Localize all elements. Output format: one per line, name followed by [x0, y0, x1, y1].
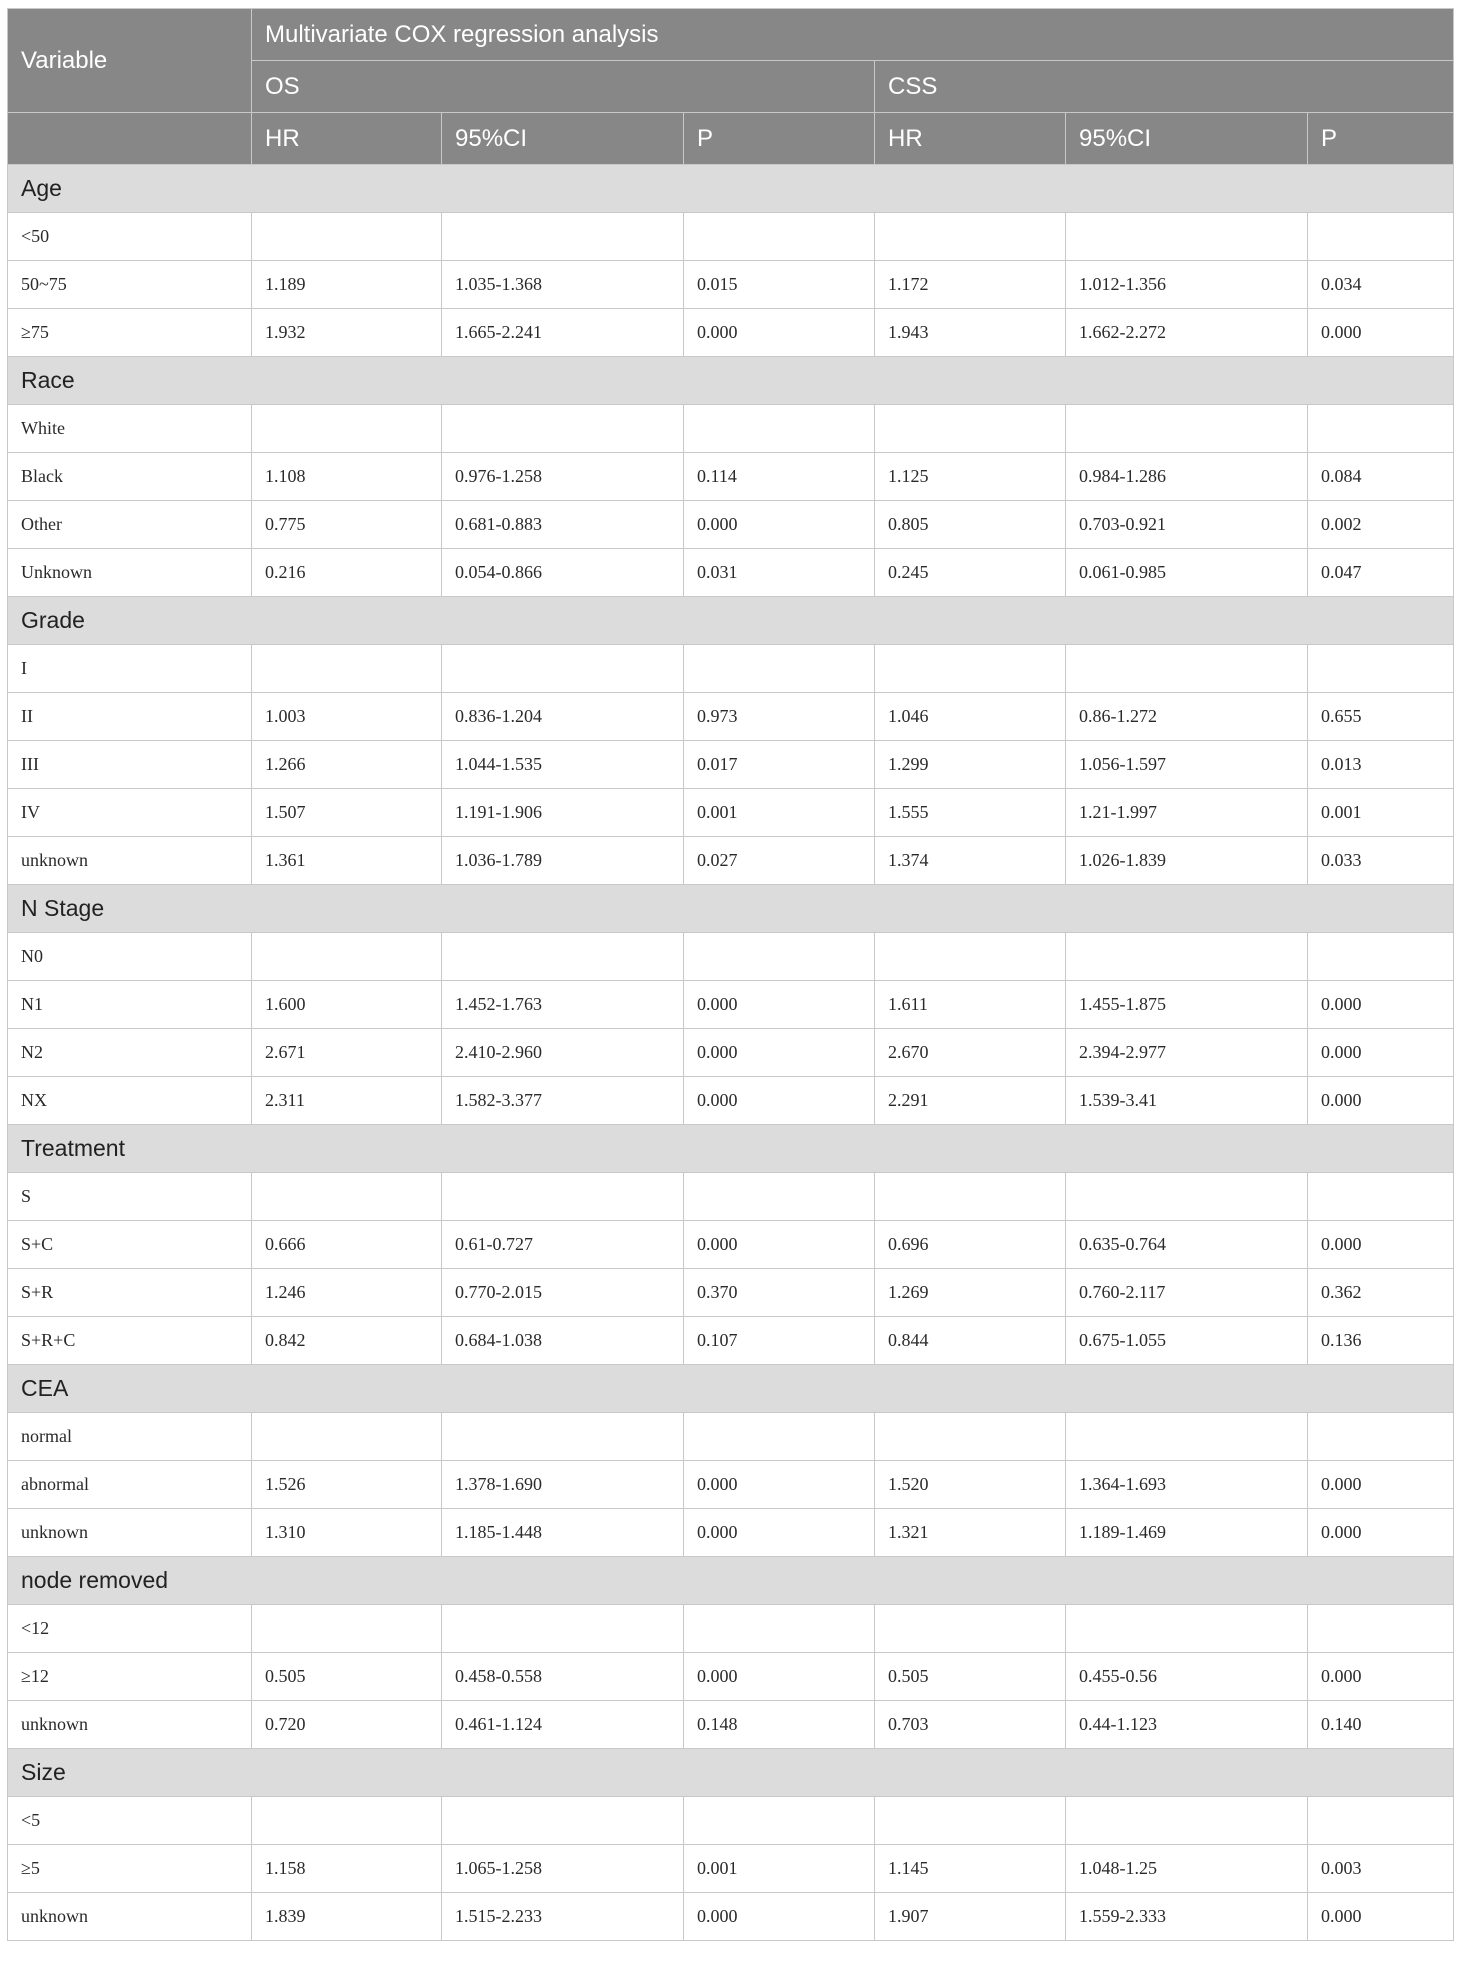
- css-ci-cell: 1.559-2.333: [1066, 1893, 1308, 1941]
- variable-level-cell: I: [8, 645, 252, 693]
- variable-column-header: Variable: [8, 9, 252, 113]
- css-ci-cell: [1066, 1797, 1308, 1845]
- table-row: [8, 1797, 1454, 1845]
- css-ci-cell: 0.44-1.123: [1066, 1701, 1308, 1749]
- css-hr-cell: 0.805: [875, 501, 1066, 549]
- css-ci-cell: 0.675-1.055: [1066, 1317, 1308, 1365]
- css-hr-cell: 1.374: [875, 837, 1066, 885]
- css-p-cell: 0.002: [1308, 501, 1454, 549]
- css-p-cell: 0.000: [1308, 1509, 1454, 1557]
- css-hr-cell: 1.172: [875, 261, 1066, 309]
- os-p-cell: 0.000: [684, 1509, 875, 1557]
- group-label: Age: [8, 165, 1454, 213]
- table-header: [8, 9, 1454, 165]
- os-hr-cell: 0.720: [252, 1701, 442, 1749]
- os-ci-cell: 1.035-1.368: [442, 261, 684, 309]
- css-ci-cell: [1066, 1173, 1308, 1221]
- css-p-cell: 0.000: [1308, 1893, 1454, 1941]
- os-ci-cell: 1.185-1.448: [442, 1509, 684, 1557]
- css-p-cell: [1308, 1173, 1454, 1221]
- table-row: [8, 261, 1454, 309]
- css-hr-cell: 1.611: [875, 981, 1066, 1029]
- os-ci-cell: 1.065-1.258: [442, 1845, 684, 1893]
- table-row: [8, 1509, 1454, 1557]
- os-hr-cell: [252, 933, 442, 981]
- os-p-cell: 0.017: [684, 741, 875, 789]
- os-ci-cell: [442, 645, 684, 693]
- variable-level-cell: unknown: [8, 837, 252, 885]
- variable-level-cell: <12: [8, 1605, 252, 1653]
- os-p-cell: [684, 405, 875, 453]
- variable-level-cell: 50~75: [8, 261, 252, 309]
- os-ci-cell: 0.681-0.883: [442, 501, 684, 549]
- css-hr-cell: 1.555: [875, 789, 1066, 837]
- variable-level-cell: S+R+C: [8, 1317, 252, 1365]
- variable-level-cell: unknown: [8, 1893, 252, 1941]
- variable-level-cell: S+R: [8, 1269, 252, 1317]
- css-ci-cell: 1.048-1.25: [1066, 1845, 1308, 1893]
- variable-level-cell: IV: [8, 789, 252, 837]
- group-header-row: [8, 1557, 1454, 1605]
- table-row: [8, 309, 1454, 357]
- variable-level-cell: N1: [8, 981, 252, 1029]
- variable-level-cell: S: [8, 1173, 252, 1221]
- css-hr-cell: [875, 1605, 1066, 1653]
- os-p-cell: 0.114: [684, 453, 875, 501]
- css-p-cell: 0.013: [1308, 741, 1454, 789]
- variable-level-cell: ≥75: [8, 309, 252, 357]
- os-p-cell: 0.001: [684, 1845, 875, 1893]
- css-p-cell: [1308, 1605, 1454, 1653]
- os-hr-cell: 1.246: [252, 1269, 442, 1317]
- os-p-cell: [684, 1605, 875, 1653]
- css-p-cell: 0.000: [1308, 1461, 1454, 1509]
- os-ci-cell: 1.044-1.535: [442, 741, 684, 789]
- os-hr-cell: 0.505: [252, 1653, 442, 1701]
- variable-level-cell: unknown: [8, 1509, 252, 1557]
- os-ci-cell: 1.515-2.233: [442, 1893, 684, 1941]
- css-ci-cell: 0.86-1.272: [1066, 693, 1308, 741]
- css-hr-cell: [875, 1173, 1066, 1221]
- variable-level-cell: <50: [8, 213, 252, 261]
- os-hr-cell: [252, 1797, 442, 1845]
- os-hr-cell: 1.932: [252, 309, 442, 357]
- os-ci-cell: 1.191-1.906: [442, 789, 684, 837]
- os-p-cell: 0.370: [684, 1269, 875, 1317]
- css-ci-cell: [1066, 1605, 1308, 1653]
- group-label: Treatment: [8, 1125, 1454, 1173]
- css-hr-cell: [875, 1797, 1066, 1845]
- os-p-cell: 0.000: [684, 501, 875, 549]
- os-p-header: P: [684, 113, 875, 165]
- table-row: [8, 1461, 1454, 1509]
- os-ci-cell: [442, 933, 684, 981]
- css-hr-cell: 2.291: [875, 1077, 1066, 1125]
- os-ci-cell: 1.582-3.377: [442, 1077, 684, 1125]
- css-p-cell: 0.047: [1308, 549, 1454, 597]
- os-p-cell: [684, 1413, 875, 1461]
- css-hr-cell: 1.299: [875, 741, 1066, 789]
- os-ci-cell: 0.836-1.204: [442, 693, 684, 741]
- css-hr-cell: 0.844: [875, 1317, 1066, 1365]
- os-ci-cell: 0.684-1.038: [442, 1317, 684, 1365]
- os-ci-cell: 1.452-1.763: [442, 981, 684, 1029]
- os-hr-cell: 1.189: [252, 261, 442, 309]
- variable-level-cell: II: [8, 693, 252, 741]
- variable-level-cell: ≥5: [8, 1845, 252, 1893]
- css-p-cell: 0.140: [1308, 1701, 1454, 1749]
- css-p-cell: 0.136: [1308, 1317, 1454, 1365]
- css-hr-cell: [875, 405, 1066, 453]
- css-p-cell: 0.000: [1308, 1077, 1454, 1125]
- css-hr-cell: 0.696: [875, 1221, 1066, 1269]
- css-ci-cell: 1.21-1.997: [1066, 789, 1308, 837]
- css-hr-cell: 1.125: [875, 453, 1066, 501]
- css-p-cell: 0.000: [1308, 1029, 1454, 1077]
- variable-level-cell: Other: [8, 501, 252, 549]
- css-ci-cell: [1066, 213, 1308, 261]
- os-ci-cell: 1.665-2.241: [442, 309, 684, 357]
- os-ci-cell: 0.458-0.558: [442, 1653, 684, 1701]
- css-ci-cell: [1066, 645, 1308, 693]
- table-row: [8, 789, 1454, 837]
- table-row: [8, 981, 1454, 1029]
- css-ci-cell: 1.364-1.693: [1066, 1461, 1308, 1509]
- os-p-cell: 0.000: [684, 1653, 875, 1701]
- table-row: [8, 1653, 1454, 1701]
- css-ci-cell: 1.012-1.356: [1066, 261, 1308, 309]
- table-row: [8, 645, 1454, 693]
- css-hr-cell: 1.321: [875, 1509, 1066, 1557]
- css-p-cell: 0.000: [1308, 1653, 1454, 1701]
- os-hr-header: HR: [252, 113, 442, 165]
- css-p-cell: [1308, 1797, 1454, 1845]
- os-hr-cell: [252, 1173, 442, 1221]
- css-p-cell: 0.000: [1308, 309, 1454, 357]
- table-row: [8, 549, 1454, 597]
- css-p-cell: 0.362: [1308, 1269, 1454, 1317]
- table-row: [8, 1605, 1454, 1653]
- variable-level-cell: <5: [8, 1797, 252, 1845]
- table-row: [8, 1173, 1454, 1221]
- table-row: [8, 741, 1454, 789]
- group-header-row: [8, 357, 1454, 405]
- os-ci-header: 95%CI: [442, 113, 684, 165]
- css-p-cell: [1308, 213, 1454, 261]
- css-hr-cell: 1.046: [875, 693, 1066, 741]
- css-ci-cell: 1.189-1.469: [1066, 1509, 1308, 1557]
- os-hr-cell: [252, 213, 442, 261]
- os-hr-cell: 1.600: [252, 981, 442, 1029]
- css-p-cell: [1308, 933, 1454, 981]
- group-label: node removed: [8, 1557, 1454, 1605]
- table-row: [8, 1893, 1454, 1941]
- table-row: [8, 1701, 1454, 1749]
- os-ci-cell: 0.054-0.866: [442, 549, 684, 597]
- group-label: N Stage: [8, 885, 1454, 933]
- os-ci-cell: 1.378-1.690: [442, 1461, 684, 1509]
- css-p-cell: [1308, 645, 1454, 693]
- os-hr-cell: 1.310: [252, 1509, 442, 1557]
- css-hr-cell: 1.145: [875, 1845, 1066, 1893]
- css-p-cell: 0.000: [1308, 981, 1454, 1029]
- group-header-row: [8, 1749, 1454, 1797]
- os-hr-cell: [252, 1413, 442, 1461]
- css-p-header: P: [1308, 113, 1454, 165]
- variable-level-cell: III: [8, 741, 252, 789]
- os-p-cell: 0.000: [684, 1029, 875, 1077]
- os-p-cell: 0.148: [684, 1701, 875, 1749]
- os-hr-cell: 2.671: [252, 1029, 442, 1077]
- os-ci-cell: 0.61-0.727: [442, 1221, 684, 1269]
- os-hr-cell: 1.361: [252, 837, 442, 885]
- css-ci-cell: 0.984-1.286: [1066, 453, 1308, 501]
- os-ci-cell: 1.036-1.789: [442, 837, 684, 885]
- css-p-cell: 0.034: [1308, 261, 1454, 309]
- os-hr-cell: 1.526: [252, 1461, 442, 1509]
- table-row: [8, 1029, 1454, 1077]
- os-hr-cell: 0.842: [252, 1317, 442, 1365]
- variable-level-cell: NX: [8, 1077, 252, 1125]
- css-ci-cell: 0.455-0.56: [1066, 1653, 1308, 1701]
- css-ci-cell: 1.455-1.875: [1066, 981, 1308, 1029]
- css-hr-cell: 0.703: [875, 1701, 1066, 1749]
- os-ci-cell: [442, 1173, 684, 1221]
- css-ci-cell: 1.539-3.41: [1066, 1077, 1308, 1125]
- table-row: [8, 405, 1454, 453]
- css-p-cell: 0.003: [1308, 1845, 1454, 1893]
- group-label: Size: [8, 1749, 1454, 1797]
- os-p-cell: [684, 933, 875, 981]
- os-ci-cell: [442, 1413, 684, 1461]
- css-hr-cell: [875, 645, 1066, 693]
- os-hr-cell: [252, 405, 442, 453]
- variable-level-cell: abnormal: [8, 1461, 252, 1509]
- group-header-row: [8, 1125, 1454, 1173]
- group-label: Grade: [8, 597, 1454, 645]
- table-row: [8, 837, 1454, 885]
- variable-level-cell: normal: [8, 1413, 252, 1461]
- os-hr-cell: 0.216: [252, 549, 442, 597]
- css-hr-cell: 0.245: [875, 549, 1066, 597]
- css-p-cell: [1308, 405, 1454, 453]
- table-body: [8, 165, 1454, 1941]
- os-ci-cell: 0.770-2.015: [442, 1269, 684, 1317]
- css-p-cell: 0.033: [1308, 837, 1454, 885]
- os-p-cell: 0.031: [684, 549, 875, 597]
- os-p-cell: 0.000: [684, 1461, 875, 1509]
- os-hr-cell: 1.158: [252, 1845, 442, 1893]
- os-hr-cell: [252, 645, 442, 693]
- css-p-cell: [1308, 1413, 1454, 1461]
- css-hr-cell: 1.907: [875, 1893, 1066, 1941]
- os-p-cell: 0.000: [684, 1077, 875, 1125]
- css-hr-cell: [875, 933, 1066, 981]
- table-row: [8, 1221, 1454, 1269]
- variable-level-cell: ≥12: [8, 1653, 252, 1701]
- os-ci-cell: [442, 213, 684, 261]
- os-hr-cell: 1.507: [252, 789, 442, 837]
- os-p-cell: 0.001: [684, 789, 875, 837]
- os-p-cell: 0.027: [684, 837, 875, 885]
- table-row: [8, 693, 1454, 741]
- css-hr-cell: [875, 1413, 1066, 1461]
- os-p-cell: [684, 213, 875, 261]
- os-ci-cell: [442, 405, 684, 453]
- table-row: [8, 213, 1454, 261]
- variable-level-cell: N0: [8, 933, 252, 981]
- os-ci-cell: [442, 1797, 684, 1845]
- os-hr-cell: 2.311: [252, 1077, 442, 1125]
- table-row: [8, 501, 1454, 549]
- table-row: [8, 1413, 1454, 1461]
- table-row: [8, 1077, 1454, 1125]
- css-p-cell: 0.000: [1308, 1221, 1454, 1269]
- os-p-cell: 0.000: [684, 1221, 875, 1269]
- group-label: Race: [8, 357, 1454, 405]
- os-p-cell: [684, 1797, 875, 1845]
- os-p-cell: [684, 1173, 875, 1221]
- css-hr-cell: 1.520: [875, 1461, 1066, 1509]
- css-hr-cell: 1.269: [875, 1269, 1066, 1317]
- css-p-cell: 0.655: [1308, 693, 1454, 741]
- os-hr-cell: 1.108: [252, 453, 442, 501]
- os-hr-cell: 1.003: [252, 693, 442, 741]
- group-label: CEA: [8, 1365, 1454, 1413]
- os-p-cell: 0.107: [684, 1317, 875, 1365]
- css-hr-header: HR: [875, 113, 1066, 165]
- variable-level-cell: N2: [8, 1029, 252, 1077]
- css-ci-header: 95%CI: [1066, 113, 1308, 165]
- css-ci-cell: 2.394-2.977: [1066, 1029, 1308, 1077]
- os-p-cell: 0.015: [684, 261, 875, 309]
- variable-level-cell: Black: [8, 453, 252, 501]
- group-header-row: [8, 165, 1454, 213]
- css-ci-cell: 0.635-0.764: [1066, 1221, 1308, 1269]
- css-hr-cell: 1.943: [875, 309, 1066, 357]
- css-hr-cell: [875, 213, 1066, 261]
- variable-level-cell: White: [8, 405, 252, 453]
- table-row: [8, 1269, 1454, 1317]
- os-group-header: OS: [252, 61, 875, 113]
- os-ci-cell: 2.410-2.960: [442, 1029, 684, 1077]
- cox-regression-table: [7, 8, 1454, 1941]
- css-hr-cell: 2.670: [875, 1029, 1066, 1077]
- table-row: [8, 933, 1454, 981]
- os-p-cell: [684, 645, 875, 693]
- table-row: [8, 1317, 1454, 1365]
- os-hr-cell: 1.839: [252, 1893, 442, 1941]
- css-ci-cell: 1.026-1.839: [1066, 837, 1308, 885]
- css-ci-cell: [1066, 1413, 1308, 1461]
- os-hr-cell: [252, 1605, 442, 1653]
- os-ci-cell: 0.976-1.258: [442, 453, 684, 501]
- css-hr-cell: 0.505: [875, 1653, 1066, 1701]
- header-spacer-cell: [8, 113, 252, 165]
- os-p-cell: 0.973: [684, 693, 875, 741]
- variable-level-cell: unknown: [8, 1701, 252, 1749]
- group-header-row: [8, 885, 1454, 933]
- css-p-cell: 0.001: [1308, 789, 1454, 837]
- css-ci-cell: 1.662-2.272: [1066, 309, 1308, 357]
- table-row: [8, 453, 1454, 501]
- os-ci-cell: 0.461-1.124: [442, 1701, 684, 1749]
- analysis-title-header: Multivariate COX regression analysis: [252, 9, 1454, 61]
- css-ci-cell: 1.056-1.597: [1066, 741, 1308, 789]
- group-header-row: [8, 597, 1454, 645]
- os-hr-cell: 1.266: [252, 741, 442, 789]
- os-ci-cell: [442, 1605, 684, 1653]
- table-row: [8, 1845, 1454, 1893]
- css-ci-cell: 0.703-0.921: [1066, 501, 1308, 549]
- variable-level-cell: Unknown: [8, 549, 252, 597]
- css-ci-cell: [1066, 405, 1308, 453]
- os-p-cell: 0.000: [684, 981, 875, 1029]
- os-hr-cell: 0.666: [252, 1221, 442, 1269]
- css-ci-cell: 0.760-2.117: [1066, 1269, 1308, 1317]
- group-header-row: [8, 1365, 1454, 1413]
- css-ci-cell: [1066, 933, 1308, 981]
- os-p-cell: 0.000: [684, 309, 875, 357]
- variable-level-cell: S+C: [8, 1221, 252, 1269]
- css-group-header: CSS: [875, 61, 1454, 113]
- css-ci-cell: 0.061-0.985: [1066, 549, 1308, 597]
- os-hr-cell: 0.775: [252, 501, 442, 549]
- os-p-cell: 0.000: [684, 1893, 875, 1941]
- css-p-cell: 0.084: [1308, 453, 1454, 501]
